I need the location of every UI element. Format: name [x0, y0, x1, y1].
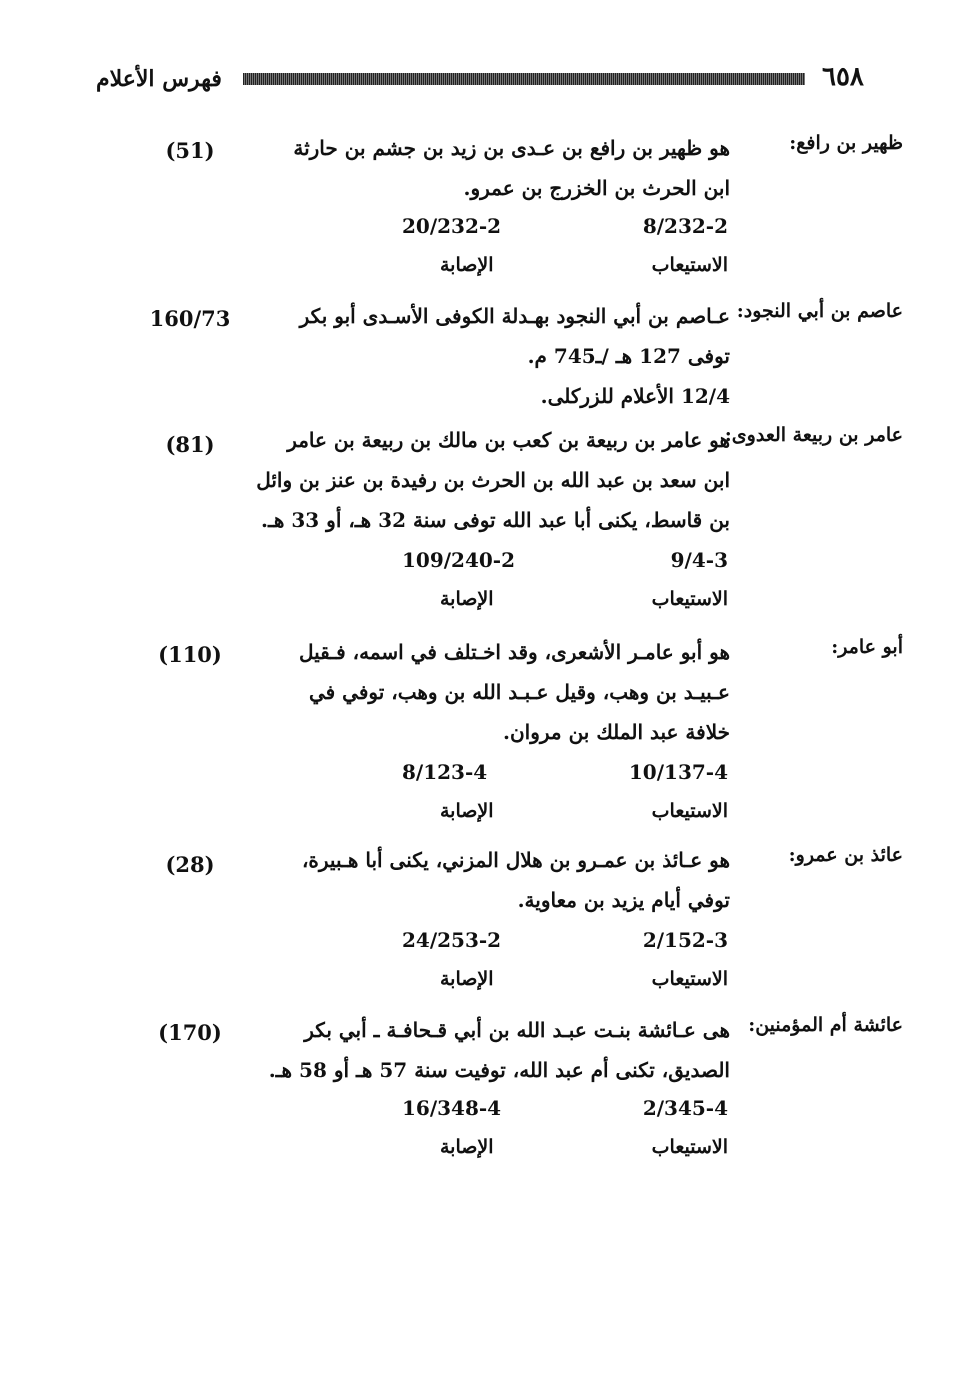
description-line: الصديق، تكنى أم عبد الله، توفيت سنة 57 هـ أو 58 هـ.: [268, 1058, 730, 1082]
source-value-isaba: 109/240-2: [402, 548, 516, 572]
source-value-istiab: 10/137-4: [628, 760, 728, 784]
source-label-istiab: الاستيعاب: [651, 254, 728, 276]
reference-number: (51): [165, 138, 215, 163]
description-line: 12/4 الأعلام للزركلى.: [540, 384, 730, 408]
source-label-istiab: الاستيعاب: [651, 800, 728, 822]
reference-number: (81): [165, 432, 215, 457]
description-line: توفى 127 هـ /ـ745 م.: [527, 344, 730, 368]
description-line: هو ظهير بن رافع بن عـدى بن زيد بن جشم بن حارثة: [293, 136, 730, 160]
source-label-isaba: الإصابة: [440, 254, 494, 276]
source-label-isaba: الإصابة: [440, 800, 494, 822]
entry-description: [256, 420, 730, 540]
description-line: هو عـائذ بن عمـرو بن هلال المزني، يكنى أبا هـبيرة،: [301, 848, 730, 872]
entry-name: عائشة أم المؤمنين:: [748, 1014, 903, 1036]
description-line: ابن سعد بن عبد الله بن الحرث بن رفيدة بن عنز بن وائل: [256, 468, 730, 492]
description-line: هو أبو عامـر الأشعرى، وقد اخـتلف في اسمه، فـقيل: [298, 640, 730, 664]
description-line: ابن الحرث بن الخزرج بن عمرو.: [463, 176, 730, 200]
page-number: ٦٥٨: [822, 62, 864, 92]
source-label-isaba: الإصابة: [440, 968, 494, 990]
description-line: عـبيـد بن وهب، وقيل عـبـد الله بن وهب، توفي في: [308, 680, 730, 704]
entry-name: عاصم بن أبي النجود:: [736, 300, 903, 322]
source-label-istiab: الاستيعاب: [651, 968, 728, 990]
entry-description: [270, 296, 730, 416]
source-value-isaba: 16/348-4: [402, 1096, 502, 1120]
entry-description: [270, 128, 730, 208]
source-value-istiab: 8/232-2: [642, 214, 728, 238]
description-line: هى عـائشة بنـت عبـد الله بن أبي قـحافـة ـ أبي بكر: [304, 1018, 730, 1042]
source-value-istiab: 2/345-4: [642, 1096, 728, 1120]
entry-description: [270, 1010, 730, 1090]
description-line: بن قاسط، يكنى أبا عبد الله توفى سنة 32 هـ، أو 33 هـ.: [261, 508, 730, 532]
reference-number: (110): [158, 642, 222, 667]
entry-name: عائذ بن عمرو:: [788, 844, 903, 866]
source-value-istiab: 9/4-3: [670, 548, 728, 572]
source-label-isaba: الإصابة: [440, 588, 494, 610]
reference-number: (28): [165, 852, 215, 877]
header-rule: [243, 73, 805, 85]
description-line: هو عامر بن ربيعة بن كعب بن مالك بن ربيعة بن عامر: [287, 428, 730, 452]
entry-name: ظهير بن رافع:: [789, 132, 903, 154]
entry-name: عامر بن ربيعة العدوى:: [724, 424, 903, 446]
source-value-isaba: 8/123-4: [402, 760, 488, 784]
reference-number: (170): [158, 1020, 222, 1045]
source-references: [380, 928, 740, 1018]
entry-description: [270, 632, 730, 752]
reference-number: 160/73: [149, 306, 231, 331]
source-value-isaba: 24/253-2: [402, 928, 502, 952]
description-line: عـاصم بن أبي النجود بهـدلة الكوفى الأسـدى أبو بكر: [299, 304, 730, 328]
source-label-isaba: الإصابة: [440, 1136, 494, 1158]
source-references: [380, 1096, 740, 1186]
description-line: خلافة عبد الملك بن مروان.: [503, 720, 730, 744]
description-line: توفي أيام يزيد بن معاوية.: [517, 888, 730, 912]
source-value-isaba: 20/232-2: [402, 214, 502, 238]
source-references: [380, 548, 740, 638]
source-label-istiab: الاستيعاب: [651, 588, 728, 610]
source-label-istiab: الاستيعاب: [651, 1136, 728, 1158]
source-references: [380, 214, 740, 304]
entry-name: أبو عامر:: [831, 636, 903, 658]
running-title: فهرس الأعلام: [96, 66, 222, 92]
source-value-istiab: 2/152-3: [642, 928, 728, 952]
source-references: [380, 760, 740, 850]
entry-description: [270, 840, 730, 920]
